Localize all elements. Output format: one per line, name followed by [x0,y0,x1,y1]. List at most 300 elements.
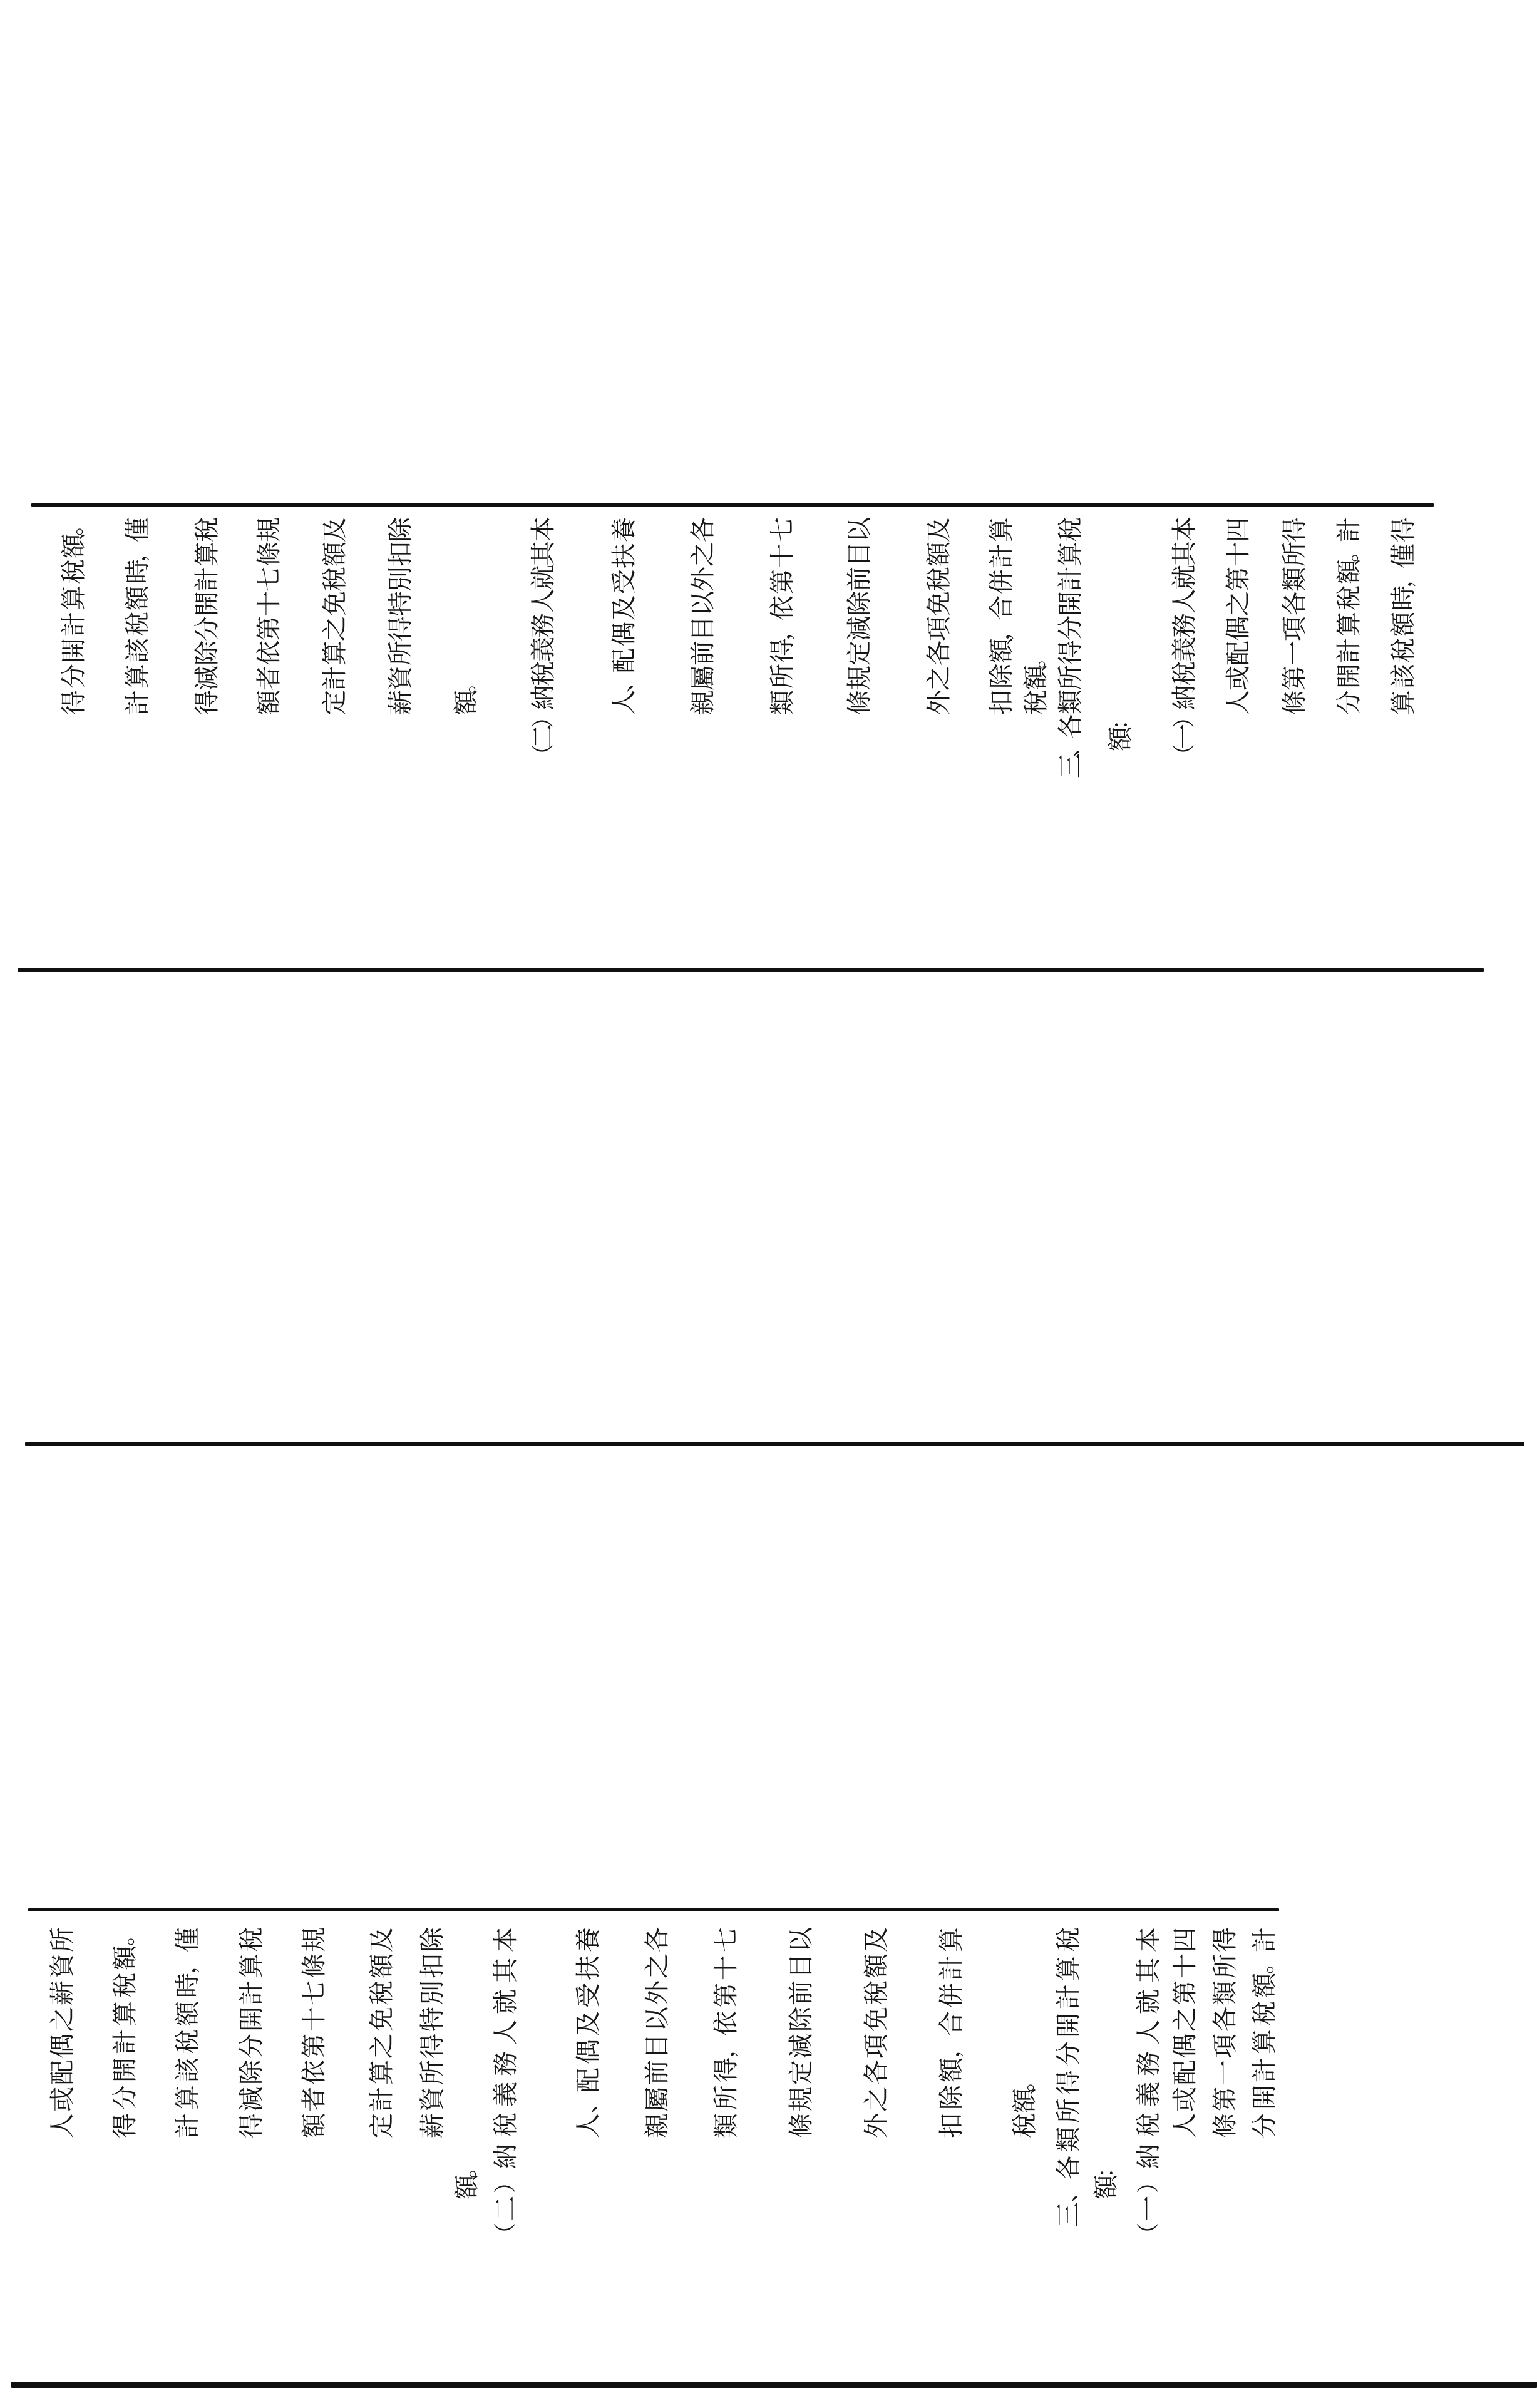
cjk-glyph: 扣 [418,1953,447,1979]
cjk-glyph: 十 [712,1955,741,1980]
cjk-glyph: 除 [987,664,1016,689]
cjk-glyph: 及 [574,2011,603,2037]
cjk-glyph: 義 [491,2081,520,2107]
cjk-glyph: 以 [643,2007,672,2032]
cjk-glyph: 除 [937,2085,966,2111]
cjk-glyph: 得 [1054,2069,1083,2095]
cjk-glyph: 分 [193,615,222,641]
text-line [171,1927,205,2138]
text-line [1278,517,1312,715]
cjk-glyph: 併 [937,1983,966,2009]
cjk-glyph: 開 [237,2007,266,2032]
cjk-glyph: 得 [768,637,797,663]
cjk-glyph: 第 [768,569,797,595]
cjk-glyph: 及 [925,517,954,542]
cjk-glyph: 得 [111,2112,140,2138]
cjk-glyph: 算 [937,1927,966,1952]
cjk-glyph: 特 [418,2007,447,2032]
cjk-glyph: 開 [1335,664,1364,689]
cjk-glyph: 算 [173,2085,202,2111]
cjk-glyph: 之 [1224,591,1253,617]
cjk-glyph: 計 [1054,1984,1083,2009]
cjk-glyph: ） [1171,705,1197,728]
cjk-glyph: 七 [300,1980,329,2005]
cjk-glyph: 分 [1056,615,1085,641]
cjk-glyph: 除 [418,1927,447,1952]
cjk-glyph: 計 [1056,566,1085,592]
cjk-glyph: （ [530,744,556,767]
cjk-glyph: （ [1135,2222,1161,2245]
cjk-glyph: 免 [321,591,349,617]
cjk-glyph: 額 [111,1945,140,1970]
cjk-glyph: 算 [1056,541,1085,567]
cjk-glyph: 免 [862,2007,891,2032]
cjk-glyph: ： [1092,2155,1119,2179]
cjk-glyph: 偶 [574,2039,603,2064]
text-line [1054,517,1087,778]
cjk-glyph: 義 [1170,637,1199,662]
cjk-glyph: 計 [1250,2057,1279,2082]
cjk-glyph: 、 [1057,734,1083,758]
text-line [450,517,483,715]
cjk-glyph: 配 [610,647,639,673]
cjk-glyph: 及 [321,517,349,542]
cjk-glyph: 規 [845,665,874,691]
cjk-glyph: 額 [1335,559,1364,585]
cjk-glyph: 額 [987,637,1016,663]
cjk-glyph: 稅 [1389,637,1418,663]
cjk-glyph: 分 [1054,2041,1083,2066]
cjk-glyph: 偶 [48,2033,77,2059]
cjk-glyph: 。 [453,2155,480,2179]
cjk-glyph: 分 [1250,2112,1279,2138]
cjk-glyph: 目 [787,1953,816,1979]
cjk-glyph: 併 [987,569,1016,595]
cjk-glyph: 各 [1054,2155,1083,2180]
text-line [1052,1927,1086,2227]
cjk-glyph: 稅 [123,611,152,637]
cjk-glyph: ， [712,2035,739,2058]
cjk-glyph: 四 [1171,1927,1200,1952]
cjk-glyph: 各 [862,2060,891,2086]
cjk-glyph: 僅 [123,517,152,542]
cjk-glyph: 或 [1171,2086,1200,2112]
text-line [1019,517,1053,715]
cjk-glyph: 二 [529,723,558,749]
cjk-glyph: 其 [1170,540,1199,566]
cjk-glyph: 計 [987,543,1016,569]
cjk-glyph: 稅 [1010,2113,1039,2138]
text-line [57,513,91,715]
cjk-glyph: 。 [1022,646,1049,669]
cjk-glyph: 第 [1211,2086,1240,2112]
cjk-glyph: 目 [643,2033,672,2059]
cjk-glyph: 得 [1280,517,1309,542]
text-line [1132,1927,1166,2245]
cjk-glyph: 四 [1224,517,1253,542]
cjk-glyph: 人 [1224,690,1253,716]
cjk-glyph: 稅 [321,566,349,592]
text-line [686,517,720,715]
cjk-glyph: 稅 [925,566,954,592]
cjk-glyph: 稅 [1170,661,1199,686]
cjk-glyph: 務 [491,2050,520,2076]
cjk-glyph: 配 [574,2067,603,2092]
text-line [607,517,641,715]
cjk-glyph: 扶 [610,543,639,569]
cjk-glyph: 、 [575,2091,601,2114]
cjk-glyph: 稅 [491,2112,520,2138]
cjk-glyph: 規 [255,517,284,542]
cjk-glyph: 第 [712,1983,741,2009]
text-line [985,517,1019,715]
cjk-glyph: ， [938,2035,964,2058]
text-line [318,517,352,715]
cjk-glyph: 依 [300,2060,329,2086]
separator-rule [25,1442,1524,1446]
cjk-glyph: 額 [1092,2174,1121,2200]
cjk-glyph: 計 [1335,637,1364,663]
cjk-glyph: 之 [321,615,349,641]
separator-rule [31,503,1434,507]
cjk-glyph: 受 [610,569,639,595]
cjk-glyph: 所 [712,2085,741,2111]
cjk-glyph: 所 [768,664,797,689]
cjk-glyph: 稅 [529,661,558,686]
cjk-glyph: （ [492,2222,518,2245]
cjk-glyph: ： [1107,707,1133,731]
cjk-glyph: 減 [237,2086,266,2112]
cjk-glyph: 該 [1389,664,1418,689]
cjk-glyph: 外 [862,2112,891,2138]
cjk-glyph: 。 [1335,539,1362,562]
cjk-glyph: 定 [321,690,349,716]
cjk-glyph: 或 [1224,665,1253,691]
cjk-glyph: 該 [173,2057,202,2082]
cjk-glyph: 以 [845,517,874,542]
cjk-glyph: 三 [1056,753,1085,779]
cjk-glyph: 除 [193,641,222,666]
cjk-glyph: 資 [48,1953,77,1979]
cjk-glyph: ， [124,539,150,562]
cjk-glyph: 務 [529,612,558,638]
cjk-glyph: 得 [418,2033,447,2059]
cjk-glyph: 各 [925,641,954,666]
cjk-glyph: 人 [529,589,558,614]
cjk-glyph: 所 [418,2060,447,2086]
text-line [235,1927,269,2138]
cjk-glyph: 受 [574,1983,603,2009]
cjk-glyph: 額 [453,2174,481,2200]
cjk-glyph: 額 [321,542,349,567]
cjk-glyph: 其 [491,1958,520,1984]
cjk-glyph: 所 [1211,1953,1240,1979]
text-line [860,1927,893,2138]
cjk-glyph: 開 [59,637,88,663]
cjk-glyph: 一 [1134,2195,1163,2221]
cjk-glyph: 稅 [1056,517,1085,542]
cjk-glyph: 額 [1250,1973,1279,1999]
cjk-glyph: 免 [368,2007,396,2032]
cjk-glyph: 特 [386,591,415,617]
cjk-glyph: 別 [386,566,415,592]
cjk-glyph: 免 [925,591,954,617]
cjk-glyph: 者 [300,2086,329,2112]
cjk-glyph: 得 [1389,517,1418,542]
cjk-glyph: 依 [712,2011,741,2037]
cjk-glyph: （ [1171,744,1197,767]
cjk-glyph: 稅 [59,559,88,585]
cjk-glyph: 一 [1211,2060,1240,2086]
cjk-glyph: 條 [845,690,874,716]
text-line [843,517,876,715]
cjk-glyph: 一 [1170,723,1199,749]
cjk-glyph: 養 [610,517,639,542]
cjk-glyph: 、 [1055,2179,1081,2203]
cjk-glyph: 所 [1280,542,1309,567]
cjk-glyph: 僅 [173,1927,202,1952]
cjk-glyph: 算 [368,2060,396,2086]
cjk-glyph: 算 [987,517,1016,542]
text-line [121,517,155,715]
cjk-glyph: 分 [1335,689,1364,715]
cjk-glyph: 十 [768,543,797,569]
cjk-glyph: 人 [491,2020,520,2045]
cjk-glyph: 人 [1170,589,1199,614]
cjk-glyph: 目 [845,542,874,567]
cjk-glyph: 得 [59,689,88,715]
text-line [1168,517,1201,767]
cjk-glyph: 額 [255,690,284,716]
cjk-glyph: 親 [643,2112,672,2138]
cjk-glyph: 就 [1170,565,1199,590]
cjk-glyph: 本 [491,1927,520,1952]
cjk-glyph: 偶 [1171,2033,1200,2059]
cjk-glyph: 扶 [574,1955,603,1980]
cjk-glyph: 各 [689,517,717,542]
cjk-glyph: 額 [59,533,88,558]
text-line [784,1927,818,2138]
cjk-glyph: 外 [925,690,954,716]
cjk-glyph: 額 [937,2057,966,2082]
cjk-glyph: 人 [48,2112,77,2138]
cjk-glyph: 類 [712,2112,741,2138]
cjk-glyph: 十 [300,2007,329,2032]
cjk-glyph: 規 [300,1927,329,1952]
cjk-glyph: 開 [1056,590,1085,616]
separator-rule [28,1908,1279,1911]
text-line [1387,517,1421,715]
cjk-glyph: 計 [111,2029,140,2054]
cjk-glyph: 就 [491,1989,520,2014]
cjk-glyph: 各 [643,1927,672,1952]
cjk-glyph: 薪 [48,1980,77,2005]
cjk-glyph: 人 [1171,2112,1200,2138]
cjk-glyph: 類 [1054,2126,1083,2152]
cjk-glyph: 條 [787,2112,816,2138]
text-line [416,1927,450,2138]
separator-rule [11,2382,1537,2388]
cjk-glyph: 別 [418,1980,447,2005]
cjk-glyph: 算 [1054,1955,1083,1981]
cjk-glyph: 第 [255,615,284,641]
cjk-glyph: 除 [787,2007,816,2032]
cjk-glyph: 分 [111,2085,140,2111]
cjk-glyph: 開 [111,2057,140,2082]
cjk-glyph: 之 [925,665,954,691]
cjk-glyph: 稅 [1022,690,1051,715]
cjk-glyph: 以 [787,1927,816,1952]
cjk-glyph: 時 [123,559,152,585]
cjk-glyph: 前 [689,641,717,666]
cjk-glyph: 所 [386,641,415,666]
cjk-glyph: 七 [255,566,284,592]
cjk-glyph: 所 [1054,2098,1083,2123]
cjk-glyph: 定 [787,2060,816,2086]
cjk-glyph: 算 [59,585,88,611]
cjk-glyph: 額 [925,542,954,567]
text-line [922,517,956,715]
cjk-glyph: 本 [1134,1927,1163,1952]
cjk-glyph: 算 [321,641,349,666]
text-line [1008,1927,1042,2138]
cjk-glyph: 算 [111,2001,140,2027]
cjk-glyph: 之 [368,2033,396,2059]
cjk-glyph: 之 [643,1953,672,1979]
cjk-glyph: ， [988,617,1014,641]
cjk-glyph: 、 [610,670,637,693]
cjk-glyph: 外 [643,1980,672,2005]
cjk-glyph: 減 [845,615,874,641]
cjk-glyph: 計 [368,2086,396,2112]
text-line [640,1927,674,2138]
text-line [190,517,224,715]
cjk-glyph: 人 [610,689,639,715]
cjk-glyph: 算 [193,542,222,567]
cjk-glyph: 開 [193,591,222,617]
cjk-glyph: 稅 [862,1980,891,2005]
cjk-glyph: 該 [123,637,152,663]
text-line [252,517,286,715]
text-line [108,1923,142,2138]
cjk-glyph: 扣 [386,542,415,567]
cjk-glyph: 除 [845,591,874,617]
cjk-glyph: 親 [689,690,717,716]
cjk-glyph: 就 [529,565,558,590]
cjk-glyph: 務 [1170,612,1199,638]
cjk-glyph: 人 [574,2112,603,2138]
cjk-glyph: 條 [300,1953,329,1979]
cjk-glyph: 開 [1250,2085,1279,2111]
cjk-glyph: 者 [255,665,284,691]
text-line [365,1927,399,2138]
cjk-glyph: 屬 [689,665,717,691]
cjk-glyph: 及 [368,1927,396,1952]
cjk-glyph: 稅 [1054,1927,1083,1952]
text-line [1248,1927,1282,2138]
text-line [1089,1927,1123,2200]
cjk-glyph: 開 [1054,2012,1083,2038]
separator-rule [18,968,1484,972]
cjk-glyph: 稅 [237,1927,266,1952]
text-line [1208,1927,1242,2138]
cjk-glyph: 之 [48,2007,77,2032]
cjk-glyph: 項 [925,615,954,641]
cjk-glyph: 稅 [368,1980,396,2005]
cjk-glyph: 除 [237,2060,266,2086]
cjk-glyph: 定 [845,641,874,666]
cjk-glyph: 其 [1134,1958,1163,1984]
text-line [766,517,799,715]
cjk-glyph: 之 [862,2086,891,2112]
cjk-glyph: 類 [768,689,797,715]
cjk-glyph: 以 [689,591,717,617]
cjk-glyph: 第 [1280,665,1309,691]
cjk-glyph: 算 [1335,611,1364,637]
cjk-glyph: 及 [862,1927,891,1952]
cjk-glyph: 條 [255,542,284,567]
cjk-glyph: ） [530,705,556,728]
text-line [1332,517,1366,715]
cjk-glyph: 資 [386,665,415,691]
cjk-glyph: 十 [255,591,284,617]
cjk-glyph: 定 [368,2112,396,2138]
cjk-glyph: 義 [529,637,558,662]
cjk-glyph: 得 [386,615,415,641]
cjk-glyph: 納 [491,2143,520,2169]
cjk-glyph: 減 [193,665,222,691]
cjk-glyph: 稅 [1335,585,1364,611]
cjk-glyph: ） [1135,2171,1161,2194]
cjk-glyph: 類 [1280,566,1309,592]
cjk-glyph: 時 [1389,585,1418,611]
cjk-glyph: 納 [529,685,558,711]
text-line [935,1927,969,2138]
text-line [46,1927,80,2138]
text-line [489,1927,523,2245]
cjk-glyph: 就 [1134,1989,1163,2014]
cjk-glyph: 規 [787,2086,816,2112]
cjk-glyph: 本 [1170,517,1199,542]
text-line [1168,1927,1202,2138]
cjk-glyph: 減 [787,2033,816,2059]
cjk-glyph: ， [1390,565,1416,589]
cjk-glyph: 前 [845,566,874,592]
cjk-glyph: 計 [937,1955,966,1980]
cjk-glyph: 額 [452,690,481,715]
cjk-glyph: ， [174,1951,200,1974]
cjk-glyph: 條 [1280,690,1309,716]
cjk-glyph: 七 [712,1927,741,1952]
cjk-glyph: 外 [689,566,717,592]
text-line [527,517,560,767]
cjk-glyph: 之 [689,542,717,567]
cjk-glyph: 項 [1211,2033,1240,2059]
cjk-glyph: 計 [237,1980,266,2005]
cjk-glyph: 其 [529,540,558,566]
cjk-glyph: 各 [1211,2007,1240,2032]
cjk-glyph: 。 [1251,1951,1277,1974]
cjk-glyph: 依 [768,595,797,621]
cjk-glyph: 義 [1134,2081,1163,2107]
cjk-glyph: ， [769,617,795,641]
cjk-glyph: 本 [529,517,558,542]
cjk-glyph: 額 [1022,665,1051,690]
cjk-glyph: 養 [574,1927,603,1952]
cjk-glyph: 額 [1106,726,1135,751]
cjk-glyph: 偶 [610,621,639,647]
cjk-glyph: 稅 [173,2029,202,2054]
